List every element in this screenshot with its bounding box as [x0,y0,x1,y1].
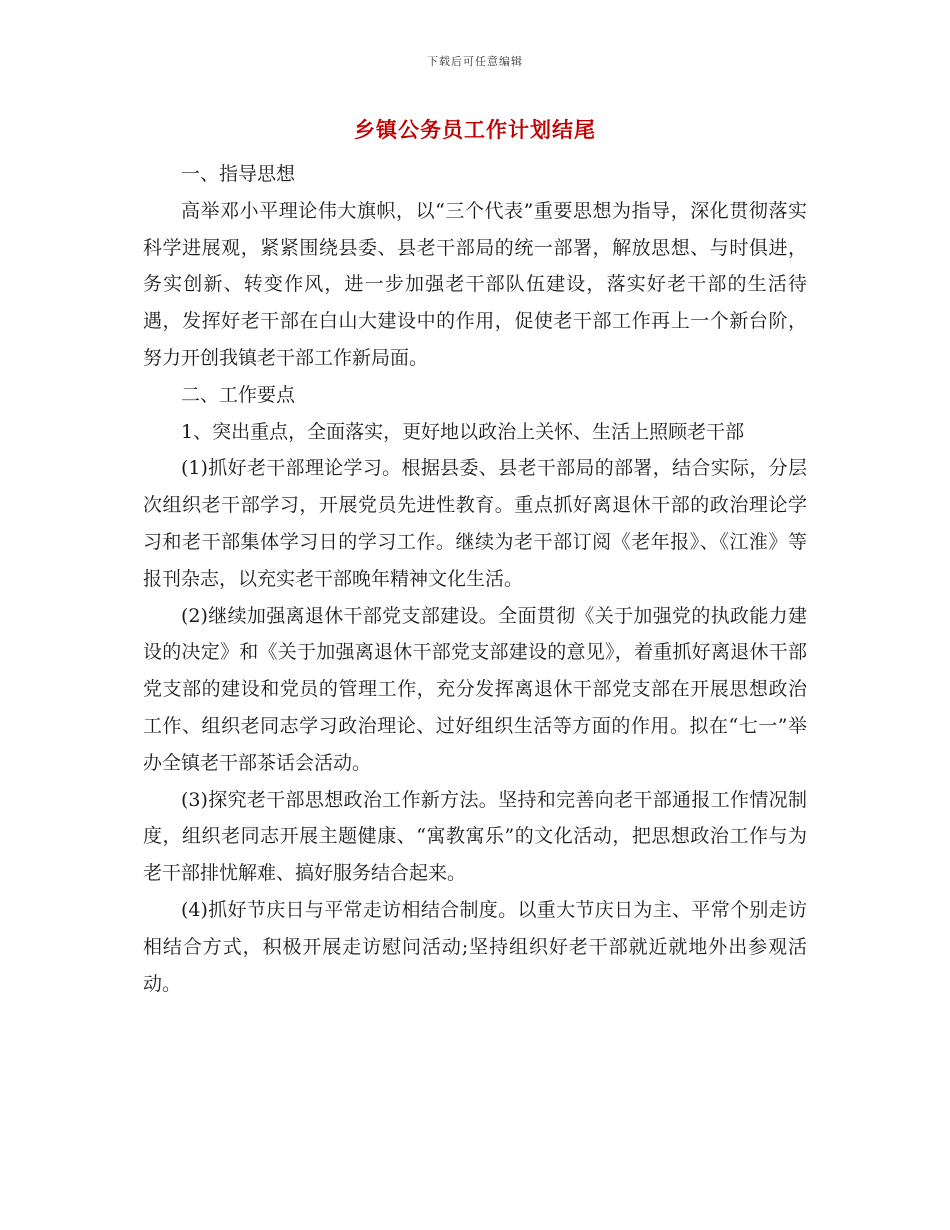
paragraph-item-1: (1)抓好老干部理论学习。根据县委、县老干部局的部署，结合实际，分层次组织老干部学习，开展党员先进性教育。重点抓好离退休干部的政治理论学习和老干部集体学习日的学习工作。继续为老干部订阅《老年报》、《江淮》等报刊杂志，以充实老干部晚年精神文化生活。 [143,457,807,590]
paragraph-point-1: 1、突出重点，全面落实，更好地以政治上关怀、生活上照顾老干部 [181,420,745,443]
paragraph-item-3: (3)探究老干部思想政治工作新方法。坚持和完善向老干部通报工作情况制度，组织老同志开展主题健康、“寓教寓乐”的文化活动，把思想政治工作与为老干部排忧解难、搞好服务结合起来。 [143,788,807,885]
section-heading-guiding-ideology: 一、指导思想 [181,163,296,185]
document-body [143,156,807,1002]
paragraph-item-4: (4)抓好节庆日与平常走访相结合制度。以重大节庆日为主、平常个别走访相结合方式，积极开展走访慰问活动;坚持组织好老干部就近就地外出参观活动。 [143,898,807,995]
document-title: 乡镇公务员工作计划结尾 [354,117,596,142]
paragraph-item-2: (2)继续加强离退休干部党支部建设。全面贯彻《关于加强党的执政能力建设的决定》和《关于加强离退休干部党支部建设的意见》，着重抓好离退休干部党支部的建设和党员的管理工作，充分发挥离退休干部党支部在开展思想政治工作、组织老同志学习政治理论、过好组织生活等方面的作用。拟在“七一”举办全镇老干部茶话会活动。 [143,604,807,774]
header-note: 下载后可任意编辑 [427,55,523,68]
section-heading-work-points: 二、工作要点 [181,383,296,406]
paragraph-guiding-ideology: 高举邓小平理论伟大旗帜，以“三个代表”重要思想为指导，深化贯彻落实科学进展观，紧紧围绕县委、县老干部局的统一部署，解放思想、与时俱进，务实创新、转变作风，进一步加强老干部队伍建设，落实好老干部的生活待遇，发挥好老干部在白山大建设中的作用，促使老干部工作再上一个新台阶，努力开创我镇老干部工作新局面。 [143,199,807,369]
